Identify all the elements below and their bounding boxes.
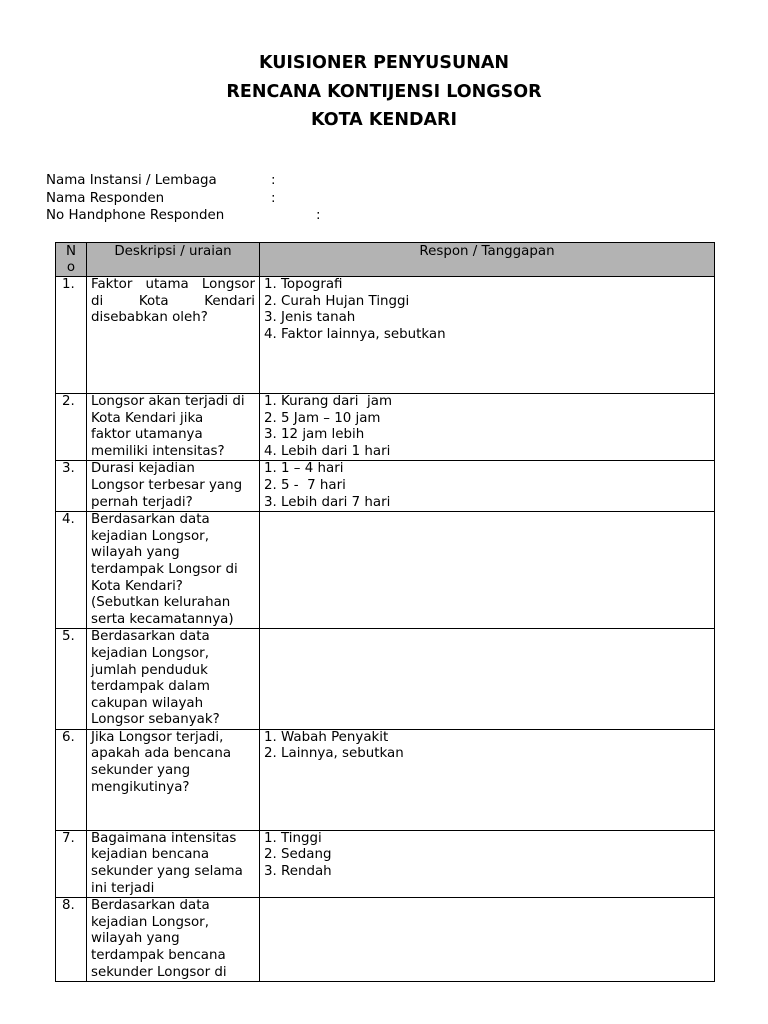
description-line: Kota Kendari? bbox=[91, 578, 183, 594]
row-description bbox=[87, 394, 260, 461]
response-option: 2. Lainnya, sebutkan bbox=[264, 746, 404, 762]
response-option: 3. Lebih dari 7 hari bbox=[264, 494, 391, 510]
title-line-2: RENCANA KONTIJENSI LONGSOR bbox=[226, 81, 542, 102]
description-line: Longsor sebanyak? bbox=[91, 712, 220, 728]
description-line: disebabkan oleh? bbox=[91, 310, 208, 326]
description-line: kejadian Longsor, bbox=[91, 914, 209, 930]
description-line: kejadian Longsor, bbox=[91, 528, 209, 544]
header-no-line: o bbox=[66, 260, 76, 275]
description-line: Longsor akan terjadi di bbox=[91, 394, 245, 409]
table-row bbox=[56, 277, 715, 394]
row-number: 7. bbox=[56, 830, 87, 897]
response-option: 1. Kurang dari jam bbox=[264, 394, 393, 409]
description-line: mengikutinya? bbox=[91, 779, 190, 795]
row-response[interactable] bbox=[260, 461, 715, 512]
info-colon: : bbox=[271, 190, 276, 206]
title-line-3: KOTA KENDARI bbox=[310, 110, 458, 130]
info-colon: : bbox=[271, 173, 276, 188]
response-option: 1. 1 – 4 hari bbox=[264, 461, 344, 477]
row-response[interactable] bbox=[260, 277, 715, 394]
description-line: terdampak bencana bbox=[91, 948, 226, 964]
description-line: Berdasarkan data bbox=[91, 898, 210, 914]
row-description bbox=[87, 629, 260, 730]
description-line: di Kota Kendari bbox=[91, 293, 255, 309]
table-row bbox=[56, 394, 715, 461]
description-line: sekunder yang selama bbox=[91, 864, 243, 880]
response-option: 3. Rendah bbox=[264, 864, 332, 880]
description-line: ini terjadi bbox=[91, 880, 155, 896]
table-row bbox=[56, 830, 715, 897]
description-line: wilayah yang bbox=[91, 545, 180, 561]
response-option: 1. Topografi bbox=[264, 277, 343, 292]
description-line: Berdasarkan data bbox=[91, 512, 210, 528]
row-number: 3. bbox=[56, 461, 87, 512]
response-option: 2. Sedang bbox=[264, 847, 332, 863]
description-line: cakupan wilayah bbox=[91, 695, 204, 711]
description-line: Kota Kendari jika bbox=[91, 410, 204, 426]
row-response[interactable] bbox=[260, 394, 715, 461]
description-line: memiliki intensitas? bbox=[91, 443, 225, 459]
row-description bbox=[87, 830, 260, 897]
title-line-1: KUISIONER PENYUSUNAN bbox=[258, 53, 510, 73]
header-description: Deskripsi / uraian bbox=[87, 243, 260, 277]
description-line: apakah ada bencana bbox=[91, 746, 232, 762]
description-line: Longsor terbesar yang bbox=[91, 477, 243, 493]
table-header-row bbox=[56, 243, 715, 277]
table-row bbox=[56, 512, 715, 629]
row-number: 4. bbox=[56, 512, 87, 629]
description-line: Durasi kejadian bbox=[91, 461, 195, 477]
row-description bbox=[87, 277, 260, 394]
row-number: 2. bbox=[56, 394, 87, 461]
description-line: sekunder yang bbox=[91, 763, 191, 779]
table-row bbox=[56, 898, 715, 982]
header-no-line: N bbox=[65, 244, 77, 259]
row-response[interactable] bbox=[260, 729, 715, 830]
info-label: No Handphone Responden bbox=[46, 208, 225, 224]
row-number: 6. bbox=[56, 729, 87, 830]
description-line: jumlah penduduk bbox=[91, 662, 208, 678]
description-line: Berdasarkan data bbox=[91, 629, 210, 645]
row-response[interactable] bbox=[260, 830, 715, 897]
row-number: 5. bbox=[56, 629, 87, 730]
response-option: 3. Jenis tanah bbox=[264, 310, 356, 326]
description-line: sekunder Longsor di bbox=[91, 964, 227, 980]
row-number: 8. bbox=[56, 898, 87, 982]
info-label: Nama Responden bbox=[46, 190, 165, 206]
response-option: 1. Wabah Penyakit bbox=[264, 729, 389, 745]
description-line: Jika Longsor terjadi, bbox=[91, 729, 224, 745]
table-row bbox=[56, 729, 715, 830]
description-line: Faktor utama Longsor bbox=[91, 277, 255, 292]
row-description bbox=[87, 512, 260, 629]
row-response[interactable] bbox=[260, 512, 715, 629]
response-option: 2. Curah Hujan Tinggi bbox=[264, 293, 410, 309]
info-label: Nama Instansi / Lembaga bbox=[46, 173, 217, 188]
response-option: 3. 12 jam lebih bbox=[264, 427, 365, 443]
document-title bbox=[0, 49, 768, 135]
description-line: terdampak dalam bbox=[91, 679, 210, 695]
description-line: Bagaimana intensitas bbox=[91, 830, 237, 846]
questionnaire-table bbox=[55, 242, 715, 982]
row-number: 1. bbox=[56, 277, 87, 394]
description-line: faktor utamanya bbox=[91, 427, 203, 443]
response-option: 2. 5 - 7 hari bbox=[264, 477, 346, 493]
response-option: 4. Faktor lainnya, sebutkan bbox=[264, 326, 446, 342]
header-response: Respon / Tanggapan bbox=[260, 243, 715, 277]
header-no bbox=[56, 243, 87, 277]
description-line: serta kecamatannya) bbox=[91, 611, 234, 627]
response-option: 4. Lebih dari 1 hari bbox=[264, 443, 391, 459]
description-line: pernah terjadi? bbox=[91, 494, 193, 510]
row-description bbox=[87, 729, 260, 830]
description-line: kejadian bencana bbox=[91, 847, 210, 863]
description-line: kejadian Longsor, bbox=[91, 645, 209, 661]
description-line: wilayah yang bbox=[91, 931, 180, 947]
row-response[interactable] bbox=[260, 898, 715, 982]
row-description bbox=[87, 461, 260, 512]
table-row bbox=[56, 629, 715, 730]
row-description bbox=[87, 898, 260, 982]
table-row bbox=[56, 461, 715, 512]
description-line: terdampak Longsor di bbox=[91, 561, 238, 577]
response-option: 2. 5 Jam – 10 jam bbox=[264, 410, 381, 426]
description-line: (Sebutkan kelurahan bbox=[91, 595, 231, 611]
row-response[interactable] bbox=[260, 629, 715, 730]
response-option: 1. Tinggi bbox=[264, 830, 322, 846]
info-colon: : bbox=[316, 208, 321, 224]
